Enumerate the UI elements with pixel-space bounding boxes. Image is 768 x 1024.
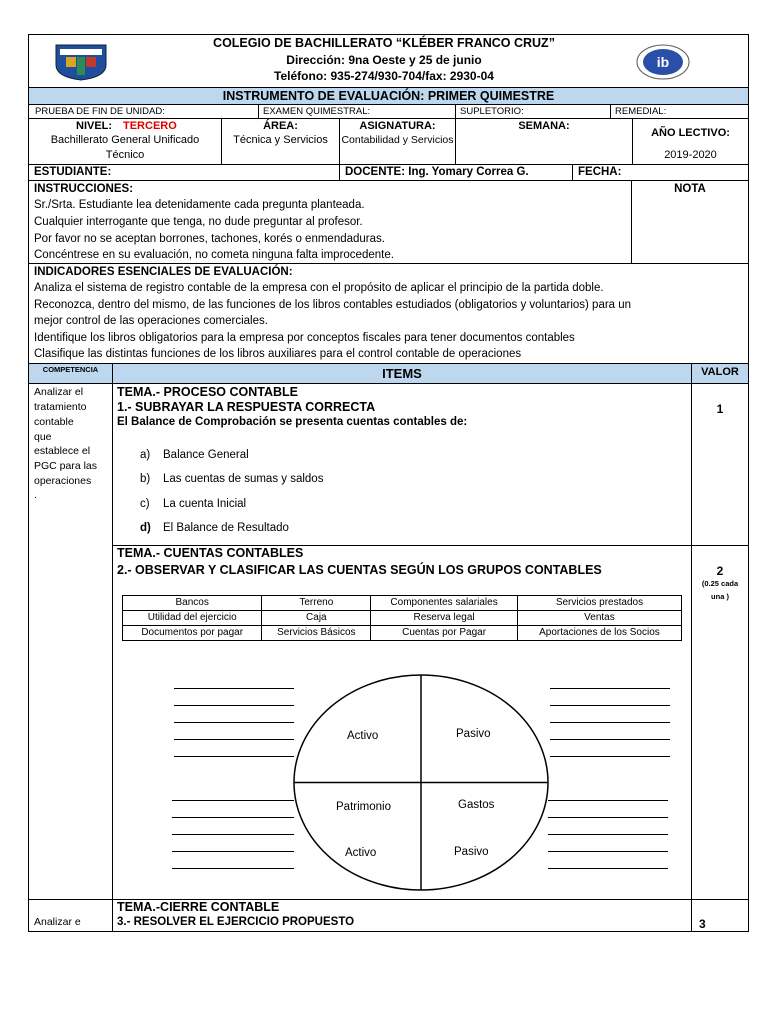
circle-label-pasivo: Pasivo [454, 846, 489, 858]
table-cell: Documentos por pagar [123, 626, 262, 641]
divider [28, 118, 749, 119]
q1-option-letter: a) [140, 449, 151, 461]
indicator-line: Analiza el sistema de registro contable de la empresa con el propósito de aplicar el principio de la partida doble. [34, 282, 604, 294]
divider [112, 363, 113, 932]
answer-blank[interactable] [548, 817, 668, 818]
nivel-label: NIVEL: [76, 120, 113, 132]
answer-blank[interactable] [548, 868, 668, 869]
answer-blank[interactable] [550, 722, 670, 723]
answer-blank[interactable] [174, 688, 294, 689]
frame-top [28, 34, 749, 35]
table-cell: Reserva legal [371, 611, 518, 626]
school-logo [52, 43, 110, 81]
competencia-line: Analizar el [34, 386, 84, 398]
fecha-label: FECHA: [578, 166, 622, 178]
circle-label-activo: Activo [345, 847, 377, 859]
answer-blank[interactable] [172, 817, 294, 818]
answer-blank[interactable] [548, 800, 668, 801]
divider [572, 164, 573, 180]
frame-left [28, 34, 29, 932]
divider [691, 363, 692, 932]
exam-supl-label: SUPLETORIO: [460, 106, 524, 117]
q3-title: 3.- RESOLVER EL EJERCICIO PROPUESTO [117, 916, 355, 928]
competencia-line: PGC para las [34, 460, 98, 472]
divider [28, 164, 749, 165]
indicator-line: mejor control de las operaciones comerciales. [34, 315, 268, 327]
answer-blank[interactable] [550, 756, 670, 757]
ib-logo [636, 44, 690, 80]
valor-header: VALOR [701, 366, 739, 378]
instruction-line: Cualquier interrogante que tenga, no dude preguntar al profesor. [34, 216, 363, 228]
indicators-title: INDICADORES ESENCIALES DE EVALUACIÓN: [34, 266, 293, 278]
answer-blank[interactable] [550, 739, 670, 740]
answer-blank[interactable] [174, 739, 294, 740]
q1-option-letter: c) [140, 498, 150, 510]
table-cell: Servicios Básicos [262, 626, 371, 641]
q2-title: 2.- OBSERVAR Y CLASIFICAR LAS CUENTAS SEGÚN LOS GRUPOS CONTABLES [117, 563, 602, 577]
answer-blank[interactable] [550, 705, 670, 706]
divider [28, 180, 749, 181]
divider [28, 383, 749, 384]
q1-option-text[interactable]: La cuenta Inicial [163, 498, 247, 510]
accounts-table [122, 595, 682, 641]
indicator-line: Clasifique las distintas funciones de los libros auxiliares para el control contable de operaciones [34, 348, 522, 360]
divider [28, 87, 749, 88]
indicator-line: Reconozca, dentro del mismo, de las funciones de los libros contables estudiados (obligatorios y voluntarios) para un [34, 299, 632, 311]
q2-valor: 2 [716, 564, 724, 578]
q1-title: 1.- SUBRAYAR LA RESPUESTA CORRECTA [117, 400, 376, 414]
table-cell: Ventas [517, 611, 681, 626]
answer-blank[interactable] [550, 688, 670, 689]
frame-bottom [28, 931, 749, 932]
answer-blank[interactable] [174, 722, 294, 723]
q2-tema: TEMA.- CUENTAS CONTABLES [117, 546, 304, 560]
divider [339, 164, 340, 180]
table-cell: Caja [262, 611, 371, 626]
q3-valor: 3 [699, 917, 706, 931]
answer-blank[interactable] [174, 705, 294, 706]
indicator-line: Identifique los libros obligatorios para la empresa por conceptos fiscales para tener documentos contables [34, 332, 575, 344]
area-value: Técnica y Servicios [233, 134, 328, 146]
q1-question: El Balance de Comprobación se presenta cuentas contables de: [117, 416, 468, 428]
accounts-circle [292, 673, 550, 892]
table-row [123, 611, 682, 626]
table-cell: Componentes salariales [371, 596, 518, 611]
competencia-line: establece el [34, 445, 91, 457]
table-row [123, 596, 682, 611]
answer-blank[interactable] [548, 834, 668, 835]
answer-blank[interactable] [172, 851, 294, 852]
competencia-line: contable [34, 416, 74, 428]
divider [28, 263, 749, 264]
exam-unit-label: PRUEBA DE FIN DE UNIDAD: [35, 106, 165, 117]
divider [455, 104, 456, 118]
q1-option-text[interactable]: Balance General [163, 449, 249, 461]
q2-valor-note: una ) [711, 592, 729, 601]
q1-valor: 1 [716, 402, 724, 416]
table-cell: Cuentas por Pagar [371, 626, 518, 641]
table-cell: Aportaciones de los Socios [517, 626, 681, 641]
instruction-line: Concéntrese en su evaluación, no cometa ninguna falta improcedente. [34, 249, 394, 261]
answer-blank[interactable] [172, 800, 294, 801]
table-cell: Utilidad del ejercicio [123, 611, 262, 626]
table-cell: Terreno [262, 596, 371, 611]
q1-tema: TEMA.- PROCESO CONTABLE [117, 385, 299, 399]
nivel-line1: Bachillerato General Unificado [50, 134, 200, 146]
frame-right [748, 34, 749, 932]
competencia-line: que [34, 431, 52, 443]
answer-blank[interactable] [172, 834, 294, 835]
estudiante-label: ESTUDIANTE: [34, 166, 112, 178]
competencia-line: tratamiento [34, 401, 87, 413]
page-title: INSTRUMENTO DE EVALUACIÓN: PRIMER QUIMESTRE [222, 89, 555, 103]
school-phone: Teléfono: 935-274/930-704/fax: 2930-04 [274, 69, 494, 83]
instruction-line: Sr./Srta. Estudiante lea detenidamente cada pregunta planteada. [34, 199, 365, 211]
docente-label: DOCENTE: Ing. Yomary Correa G. [345, 166, 529, 178]
anio-label: AÑO LECTIVO: [651, 127, 730, 139]
school-address: Dirección: 9na Oeste y 25 de junio [286, 53, 482, 67]
items-header: ITEMS [382, 366, 422, 381]
circle-label-gastos: Gastos [458, 799, 495, 811]
circle-label-patrimonio: Patrimonio [336, 801, 391, 813]
circle-label-pasivo: Pasivo [456, 728, 491, 740]
nivel-value: TERCERO [123, 120, 177, 132]
answer-blank[interactable] [172, 868, 294, 869]
table-row [123, 626, 682, 641]
answer-blank[interactable] [174, 756, 294, 757]
school-name: COLEGIO DE BACHILLERATO “KLÉBER FRANCO CRUZ” [213, 36, 555, 50]
q1-option-letter: d) [140, 522, 151, 534]
nivel-line2: Técnico [105, 149, 145, 161]
anio-value: 2019-2020 [664, 149, 717, 161]
svg-text:ib: ib [656, 54, 670, 70]
competencia-line: operaciones [34, 475, 92, 487]
asignatura-label: ASIGNATURA: [359, 120, 436, 132]
divider [610, 104, 611, 118]
semana-label: SEMANA: [518, 120, 570, 132]
q3-tema: TEMA.-CIERRE CONTABLE [117, 900, 280, 914]
circle-label-activo: Activo [347, 730, 379, 742]
q1-option-text[interactable]: Las cuentas de sumas y saldos [163, 473, 324, 485]
asignatura-value: Contabilidad y Servicios [341, 134, 454, 146]
q1-option-letter: b) [140, 473, 151, 485]
answer-blank[interactable] [548, 851, 668, 852]
exam-quim-label: EXAMEN QUIMESTRAL: [263, 106, 371, 117]
q3-competencia: Analizar e [34, 916, 81, 928]
nota-label: NOTA [674, 183, 706, 195]
instructions-title: INSTRUCCIONES: [34, 183, 134, 195]
q1-option-text[interactable]: El Balance de Resultado [163, 522, 289, 534]
instruction-line: Por favor no se aceptan borrones, tachones, korés o enmendaduras. [34, 233, 385, 245]
table-cell: Servicios prestados [517, 596, 681, 611]
exam-remedial-label: REMEDIAL: [615, 106, 667, 117]
divider [28, 104, 749, 105]
table-cell: Bancos [123, 596, 262, 611]
q2-valor-note: (0.25 cada [701, 579, 739, 588]
area-label: ÁREA: [263, 120, 298, 132]
competencia-line: . [34, 489, 37, 501]
competencia-header: COMPETENCIA [42, 365, 99, 374]
divider [258, 104, 259, 118]
